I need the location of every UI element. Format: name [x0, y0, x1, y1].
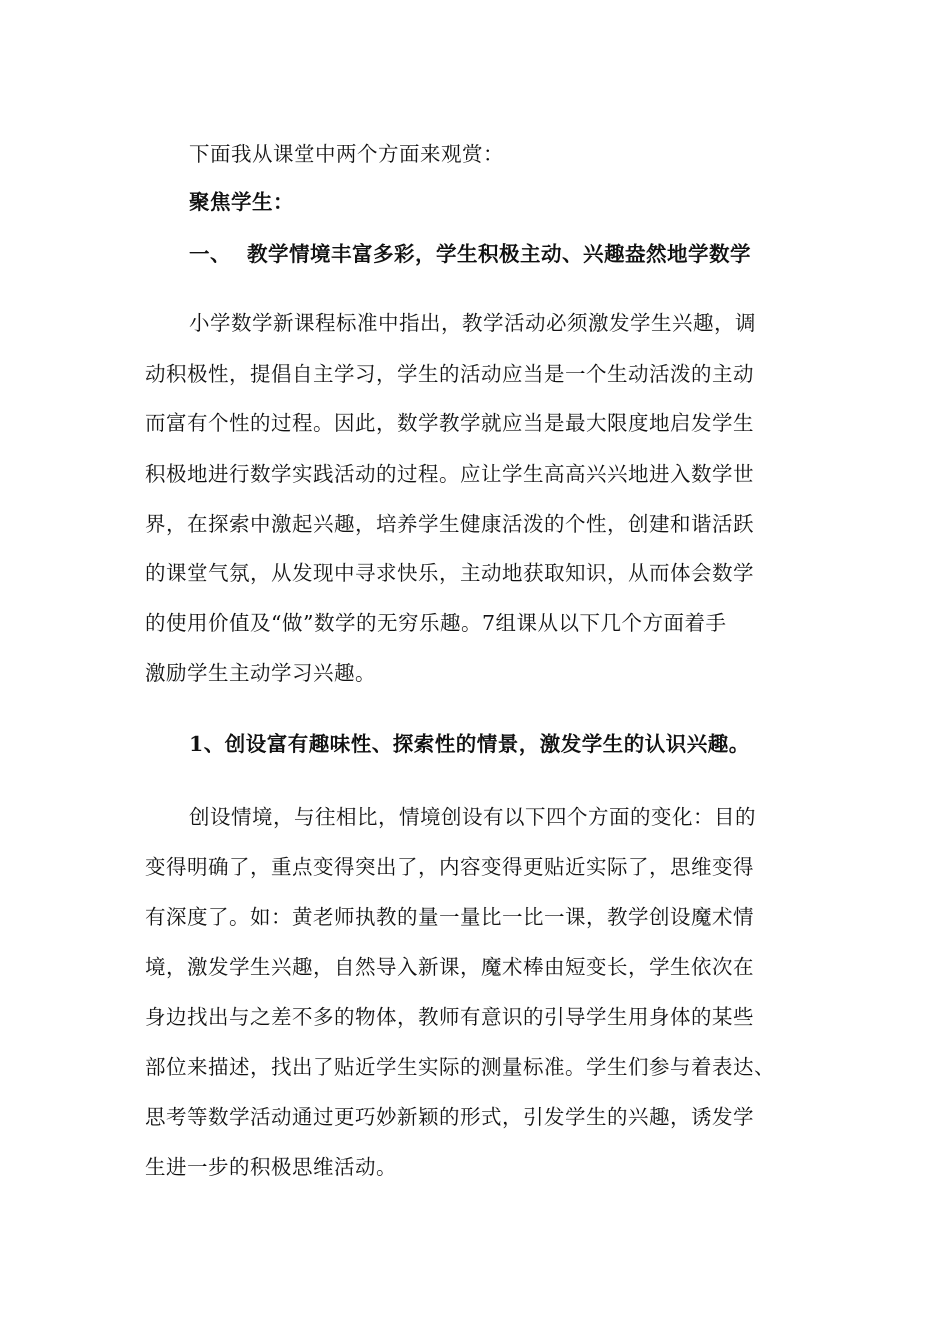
- focus-heading: 聚焦学生：: [189, 190, 294, 214]
- paragraph-1-line: 的课堂气氛，从发现中寻求快乐，主动地获取知识，从而体会数学: [145, 561, 754, 585]
- subheading-1: 1、创设富有趣味性、探索性的情景，激发学生的认识兴趣。: [189, 732, 750, 756]
- paragraph-2-line: 有深度了。如：黄老师执教的量一量比一比一课，教学创设魔术情: [145, 905, 754, 929]
- paragraph-1-line: 积极地进行数学实践活动的过程。应让学生高高兴兴地进入数学世: [145, 462, 754, 486]
- paragraph-1-line: 小学数学新课程标准中指出，教学活动必须激发学生兴趣，调: [189, 311, 756, 335]
- section-one-number: 一、: [189, 242, 231, 266]
- paragraph-1-line: 的使用价值及“做”数学的无穷乐趣。7组课从以下几个方面着手: [145, 611, 727, 635]
- paragraph-1-line: 界，在探索中激起兴趣，培养学生健康活泼的个性，创建和谐活跃: [145, 512, 754, 536]
- paragraph-2-line: 变得明确了，重点变得突出了，内容变得更贴近实际了，思维变得: [145, 855, 754, 879]
- paragraph-2-line: 生进一步的积极思维活动。: [145, 1155, 397, 1179]
- paragraph-1-line: 激励学生主动学习兴趣。: [145, 661, 376, 685]
- section-one-heading: [189, 240, 869, 268]
- section-one-title: 教学情境丰富多彩，学生积极主动、兴趣盎然地学数学: [247, 242, 751, 266]
- paragraph-1-line: 动积极性，提倡自主学习，学生的活动应当是一个生动活泼的主动: [145, 362, 754, 386]
- paragraph-2-line: 创设情境，与往相比，情境创设有以下四个方面的变化：目的: [189, 805, 756, 829]
- intro-line: 下面我从课堂中两个方面来观赏：: [189, 142, 504, 166]
- paragraph-1-line: 而富有个性的过程。因此，数学教学就应当是最大限度地启发学生: [145, 411, 754, 435]
- paragraph-2-line: 身边找出与之差不多的物体，教师有意识的引导学生用身体的某些: [145, 1005, 754, 1029]
- paragraph-2-line: 部位来描述，找出了贴近学生实际的测量标准。学生们参与着表达、: [145, 1055, 775, 1079]
- paragraph-2-line: 境，激发学生兴趣，自然导入新课，魔术棒由短变长，学生依次在: [145, 955, 754, 979]
- paragraph-2-line: 思考等数学活动通过更巧妙新颖的形式，引发学生的兴趣，诱发学: [145, 1105, 754, 1129]
